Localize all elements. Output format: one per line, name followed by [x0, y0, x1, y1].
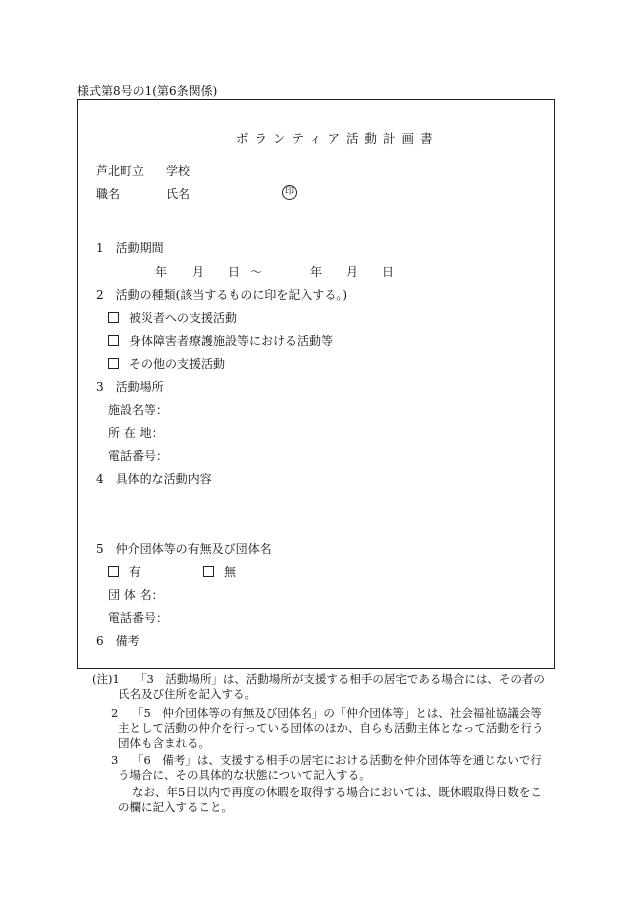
section-1-title: 1 活動期間 [96, 241, 164, 255]
end-month: 月 [346, 265, 359, 279]
activity-type-option[interactable] [108, 334, 333, 348]
activity-type-option[interactable] [108, 311, 237, 325]
intermediary-no-option[interactable] [203, 565, 236, 579]
note-2-line-2: 主として活動の仲介を行っている団体のほか、自らも活動主体となって活動を行う [118, 721, 544, 735]
note-3-line-4: の欄に記入すること。 [118, 800, 233, 814]
notes-prefix: (注)1 [92, 672, 120, 686]
address-label: 所 在 地： [108, 426, 164, 440]
option-label: 身体障害者療護施設等における活動等 [129, 334, 334, 348]
option-label: 有 [129, 565, 142, 579]
section-5-title: 5 仲介団体等の有無及び団体名 [96, 542, 272, 556]
note-1-line-2: 氏名及び住所を記入する。 [118, 687, 256, 701]
start-day: 日 [228, 265, 241, 279]
end-day: 日 [382, 265, 395, 279]
section-6-title: 6 備考 [96, 634, 140, 648]
document-title: ボランティア活動計画書 [236, 131, 439, 146]
note-1-line-1: 「3 活動場所」は、活動場所が支援する相手の居宅である場合には、その者の [135, 672, 545, 686]
note-2-line-3: 団体も含まれる。 [118, 736, 210, 750]
option-label: その他の支援活動 [129, 357, 226, 371]
note-3-line-1: 「6 備考」は、支援する相手の居宅における活動を仲介団体等を通じないで行 [132, 753, 542, 767]
note-3-line-3: なお、年5日以内で再度の休暇を取得する場合においては、既休暇取得日数をこ [132, 785, 542, 799]
seal-mark: 印 [282, 185, 297, 200]
school-suffix: 学校 [166, 164, 191, 178]
date-range-tilde: ～ [250, 265, 263, 279]
checkbox-icon[interactable] [108, 335, 119, 346]
school-prefix: 芦北町立 [96, 164, 145, 178]
end-year: 年 [310, 265, 323, 279]
section-3-title: 3 活動場所 [96, 380, 164, 394]
position-label: 職名 [96, 187, 121, 201]
section-4-title: 4 具体的な活動内容 [96, 472, 212, 486]
org-phone-label: 電話番号： [108, 611, 169, 625]
phone-label: 電話番号： [108, 449, 169, 463]
checkbox-icon[interactable] [203, 566, 214, 577]
checkbox-icon[interactable] [108, 358, 119, 369]
start-year: 年 [155, 265, 168, 279]
note-3-number: 3 [111, 753, 119, 767]
note-3-line-2: う場合に、その具体的な状態について記入する。 [118, 768, 371, 782]
checkbox-icon[interactable] [108, 566, 119, 577]
checkbox-icon[interactable] [108, 312, 119, 323]
note-2-line-1: 「5 仲介団体等の有無及び団体名」の「仲介団体等」とは、社会福祉協議会等 [132, 706, 542, 720]
note-2-number: 2 [111, 706, 119, 720]
org-name-label: 団 体 名： [108, 588, 164, 602]
option-label: 被災者への支援活動 [129, 311, 238, 325]
option-label: 無 [224, 565, 237, 579]
start-month: 月 [192, 265, 205, 279]
activity-type-option[interactable] [108, 357, 225, 371]
form-number: 様式第8号の1(第6条関係) [77, 84, 218, 98]
name-label: 氏名 [166, 187, 191, 201]
facility-label: 施設名等： [108, 403, 169, 417]
section-2-title: 2 活動の種類(該当するものに印を記入する。) [96, 288, 347, 302]
intermediary-yes-option[interactable] [108, 565, 141, 579]
